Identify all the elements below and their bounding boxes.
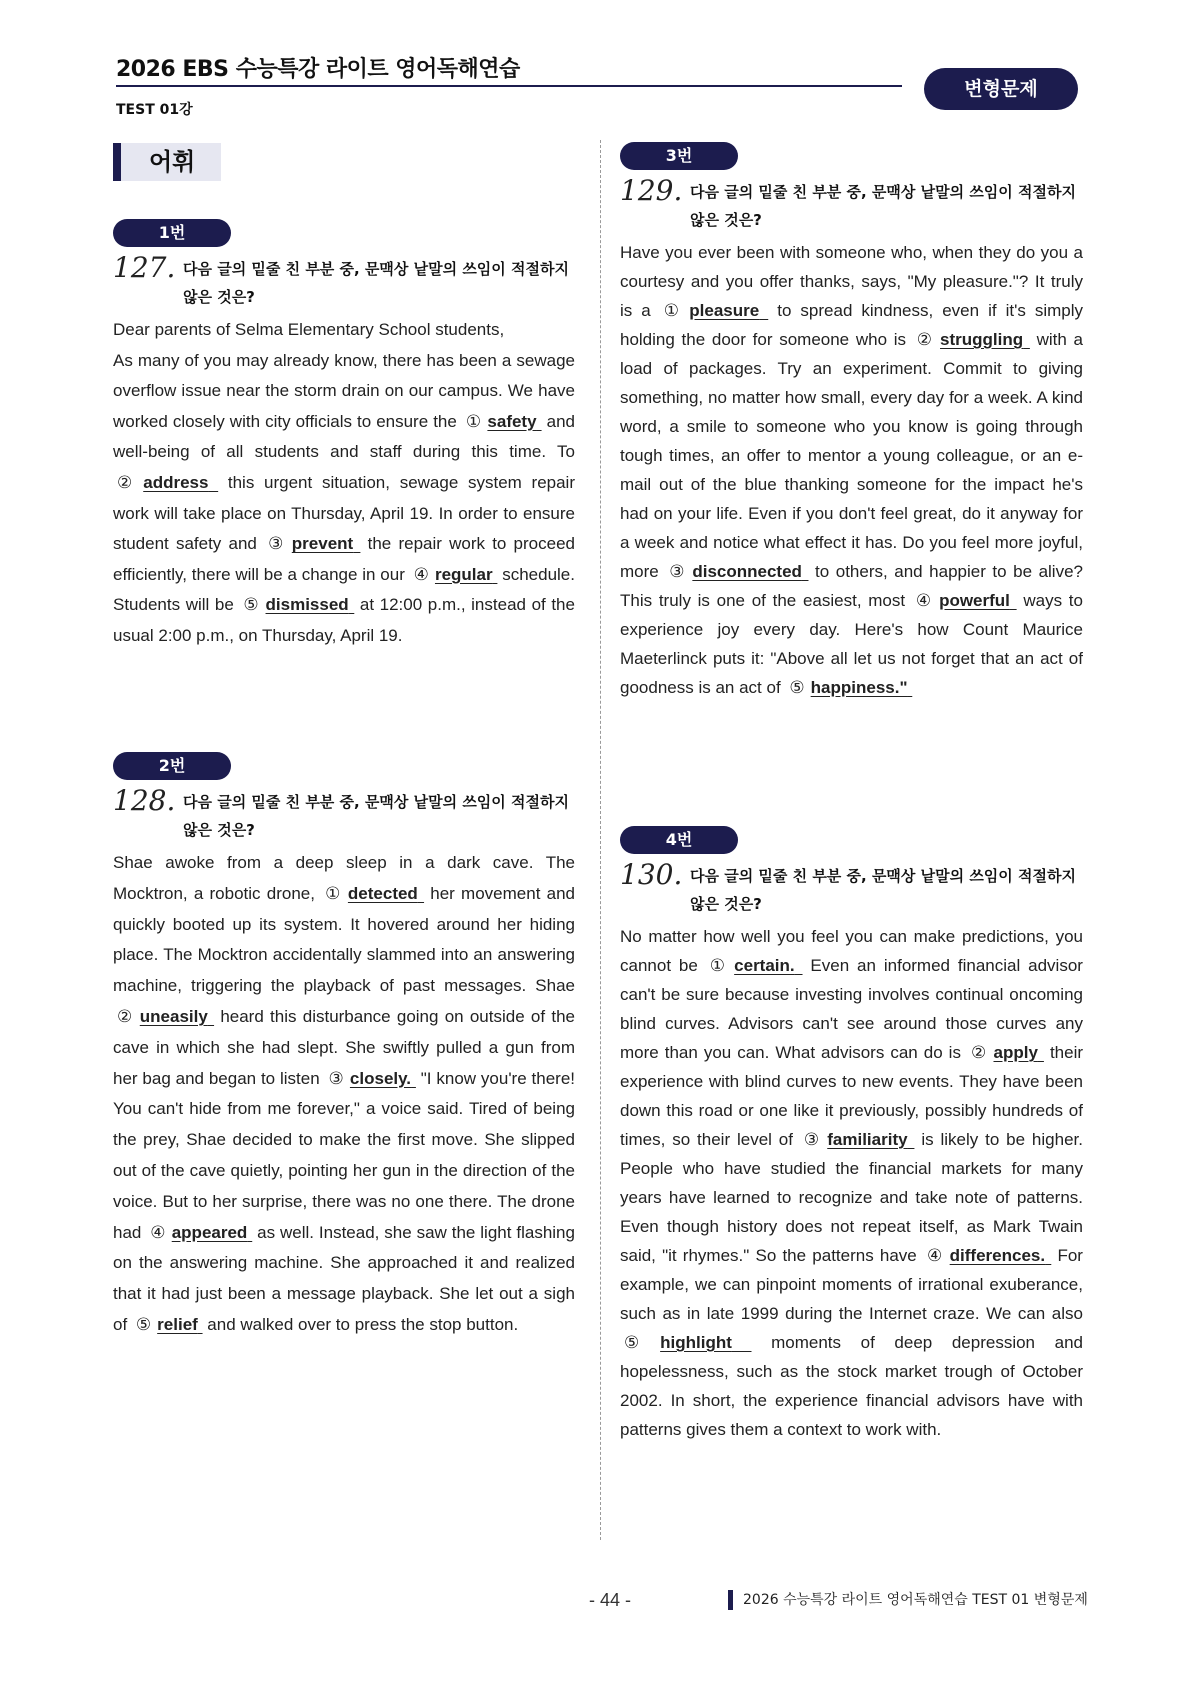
passage-sentence: and well-being of all students and staff during this time. To xyxy=(113,411,575,462)
passage-sentence: Dear parents of Selma Elementary School students, xyxy=(113,320,505,339)
underlined-word: familiarity xyxy=(827,1130,908,1149)
underlined-word: uneasily xyxy=(139,1006,208,1026)
question-block-127 xyxy=(113,219,575,652)
passage-text xyxy=(113,315,575,652)
choice-marker: ① xyxy=(325,883,342,903)
passage-sentence: Shae awoke from a deep sleep in a dark cave. The Mocktron, a robotic drone, xyxy=(113,853,575,903)
question-header xyxy=(113,786,575,844)
underlined-word: regular xyxy=(434,564,493,584)
question-block-130 xyxy=(620,826,1083,1444)
question-header xyxy=(620,176,1083,234)
question-tag: 4번 xyxy=(620,826,738,854)
footer-title: 2026 수능특강 라이트 영어독해연습 TEST 01 변형문제 xyxy=(728,1590,1088,1610)
underlined-word: apply xyxy=(993,1043,1038,1062)
choice-marker: ② xyxy=(117,1006,134,1026)
underlined-word: appeared xyxy=(171,1222,248,1242)
passage-sentence: their experience with blind curves to new events. They have been down this road or one like it previously, possibly hundreds of times, so their level of xyxy=(620,1043,1084,1149)
underlined-word: safety xyxy=(487,411,537,431)
choice-marker: ② xyxy=(970,1043,988,1062)
choice-marker: ① xyxy=(465,411,482,431)
question-prompt: 다음 글의 밑줄 친 부분 중, 문맥상 낱말의 쓰임이 적절하지 않은 것은? xyxy=(183,260,569,306)
passage-sentence: Even an informed financial advisor can't be sure because investing involves continual oncoming blind curves. Advisors can't see around those curves any more than you can. What advisors can do is xyxy=(620,956,1083,1062)
question-prompt: 다음 글의 밑줄 친 부분 중, 문맥상 낱말의 쓰임이 적절하지 않은 것은? xyxy=(183,793,569,839)
choice-marker: ⑤ xyxy=(789,678,805,697)
passage-sentence: her movement and quickly booted up its system. It hovered around her hiding place. The Mocktron accidentally slammed into an answering machine, triggering the playback of past messages. Shae xyxy=(113,883,575,996)
underlined-word: differences. xyxy=(949,1246,1046,1265)
passage-sentence: is likely to be higher. People who have studied the financial markets for many years have learned to recognize and take note of patterns. Even though history does not repeat itself, as Mark Twain said, "it rhymes." So the patterns have xyxy=(620,1130,1083,1265)
question-tag: 1번 xyxy=(113,219,231,247)
choice-marker: ⑤ xyxy=(135,1314,152,1334)
choice-marker: ④ xyxy=(915,591,934,610)
underlined-word: address xyxy=(143,472,209,492)
passage-sentence: schedule. Students will be xyxy=(113,564,575,615)
underlined-word: happiness." xyxy=(810,678,908,697)
choice-marker: ③ xyxy=(268,534,286,554)
question-tag: 2번 xyxy=(113,752,231,780)
question-prompt: 다음 글의 밑줄 친 부분 중, 문맥상 낱말의 쓰임이 적절하지 않은 것은? xyxy=(690,867,1076,913)
underlined-word: relief xyxy=(157,1314,198,1334)
passage-text xyxy=(113,848,575,1341)
underlined-word: certain. xyxy=(734,956,795,975)
question-tag: 3번 xyxy=(620,142,738,170)
passage-sentence: heard this disturbance going on outside of the cave in which she had slept. She swiftly pulled a gun from her bag and began to listen xyxy=(113,1006,575,1088)
choice-marker: ④ xyxy=(926,1246,944,1265)
choice-marker: ② xyxy=(117,472,138,492)
column-divider xyxy=(600,140,601,1540)
passage-text xyxy=(620,922,1083,1444)
passage-sentence: to others, and happier to be alive? This truly is one of the easiest, most xyxy=(620,562,1083,610)
passage-sentence: No matter how well you feel you can make predictions, you cannot be xyxy=(620,927,1083,975)
underlined-word: detected xyxy=(347,883,418,903)
choice-marker: ① xyxy=(663,301,684,320)
underlined-word: closely. xyxy=(349,1068,412,1088)
question-header xyxy=(113,253,575,311)
question-prompt: 다음 글의 밑줄 친 부분 중, 문맥상 낱말의 쓰임이 적절하지 않은 것은? xyxy=(690,183,1076,229)
document-title: 2026 EBS 수능특강 라이트 영어독해연습 xyxy=(116,57,520,82)
passage-sentence: moments of deep depression and hopelessness, such as the stock market trough of October 2002. In short, the experience financial advisors have with patterns gives them a context to work with. xyxy=(620,1333,1083,1439)
passage-sentence: Have you ever been with someone who, when they do you a courtesy and you offer thanks, says, "My pleasure."? It truly is a xyxy=(620,243,1083,320)
underlined-word: disconnected xyxy=(692,562,802,581)
question-number: 127. xyxy=(113,251,176,284)
passage-sentence: with a load of packages. Try an experiment. Commit to giving something, no matter how small, every day for a week. A kind word, a smile to someone who you know is going through tough times, an offer to mentor a young colleague, or an e-mail out of the blue thanking someone for the impact he's had on your life. Even if you don't feel great, do it anyway for a week and notice what effect it has. Do you feel more joyful, more xyxy=(620,330,1084,581)
choice-marker: ④ xyxy=(150,1222,166,1242)
underlined-word: prevent xyxy=(291,534,354,554)
question-block-128 xyxy=(113,752,575,1341)
choice-marker: ⑤ xyxy=(624,1333,655,1352)
underlined-word: dismissed xyxy=(265,595,349,615)
underlined-word: highlight xyxy=(660,1333,732,1352)
question-number: 129. xyxy=(620,174,683,207)
question-number: 130. xyxy=(620,858,683,891)
choice-marker: ② xyxy=(916,330,935,349)
choice-marker: ③ xyxy=(328,1068,344,1088)
passage-text xyxy=(620,238,1083,702)
test-label: TEST 01강 xyxy=(116,102,193,118)
choice-marker: ③ xyxy=(803,1130,822,1149)
underlined-word: struggling xyxy=(940,330,1024,349)
header-divider xyxy=(116,85,902,87)
passage-sentence: "I know you're there! You can't hide from me forever," a voice said. Tired of being the prey, Shae decided to make the first move. She slipped out of the cave quietly, pointing her gun in the direction of the voice. But to her surprise, there was no one there. The drone had xyxy=(113,1068,575,1242)
page-number: - 44 - xyxy=(588,1590,631,1610)
type-badge: 변형문제 xyxy=(924,68,1078,110)
choice-marker: ① xyxy=(709,956,729,975)
passage-sentence: this urgent situation, sewage system repair work will take place on Thursday, April 19. In order to ensure student safety and xyxy=(113,472,575,554)
choice-marker: ④ xyxy=(413,564,429,584)
underlined-word: pleasure xyxy=(689,301,760,320)
passage-sentence: to spread kindness, even if it's simply holding the door for someone who is xyxy=(620,301,1084,349)
question-header xyxy=(620,860,1083,918)
choice-marker: ⑤ xyxy=(243,595,260,615)
passage-sentence: and walked over to press the stop button. xyxy=(207,1314,519,1334)
choice-marker: ③ xyxy=(669,562,687,581)
passage-sentence: at 12:00 p.m., instead of the usual 2:00 p.m., on Thursday, April 19. xyxy=(113,595,575,645)
question-number: 128. xyxy=(113,784,176,817)
question-block-129 xyxy=(620,142,1083,702)
section-heading: 어휘 xyxy=(113,143,221,181)
passage-sentence: the repair work to proceed efficiently, there will be a change in our xyxy=(113,534,575,584)
passage-sentence: as well. Instead, she saw the light flashing on the answering machine. She approached it and realized that it had just been a message playback. She let out a sigh of xyxy=(113,1222,575,1334)
underlined-word: powerful xyxy=(939,591,1010,610)
passage-sentence: For example, we can pinpoint moments of irrational exuberance, such as in late 1999 during the Internet craze. We can also xyxy=(620,1246,1083,1323)
passage-sentence: ways to experience joy every day. Here's how Count Maurice Maeterlinck puts it: "Above all let us not forget that an act of goodness is an act of xyxy=(620,591,1083,697)
passage-sentence: As many of you may already know, there has been a sewage overflow issue near the storm drain on our campus. We have worked closely with city officials to ensure the xyxy=(113,350,575,431)
